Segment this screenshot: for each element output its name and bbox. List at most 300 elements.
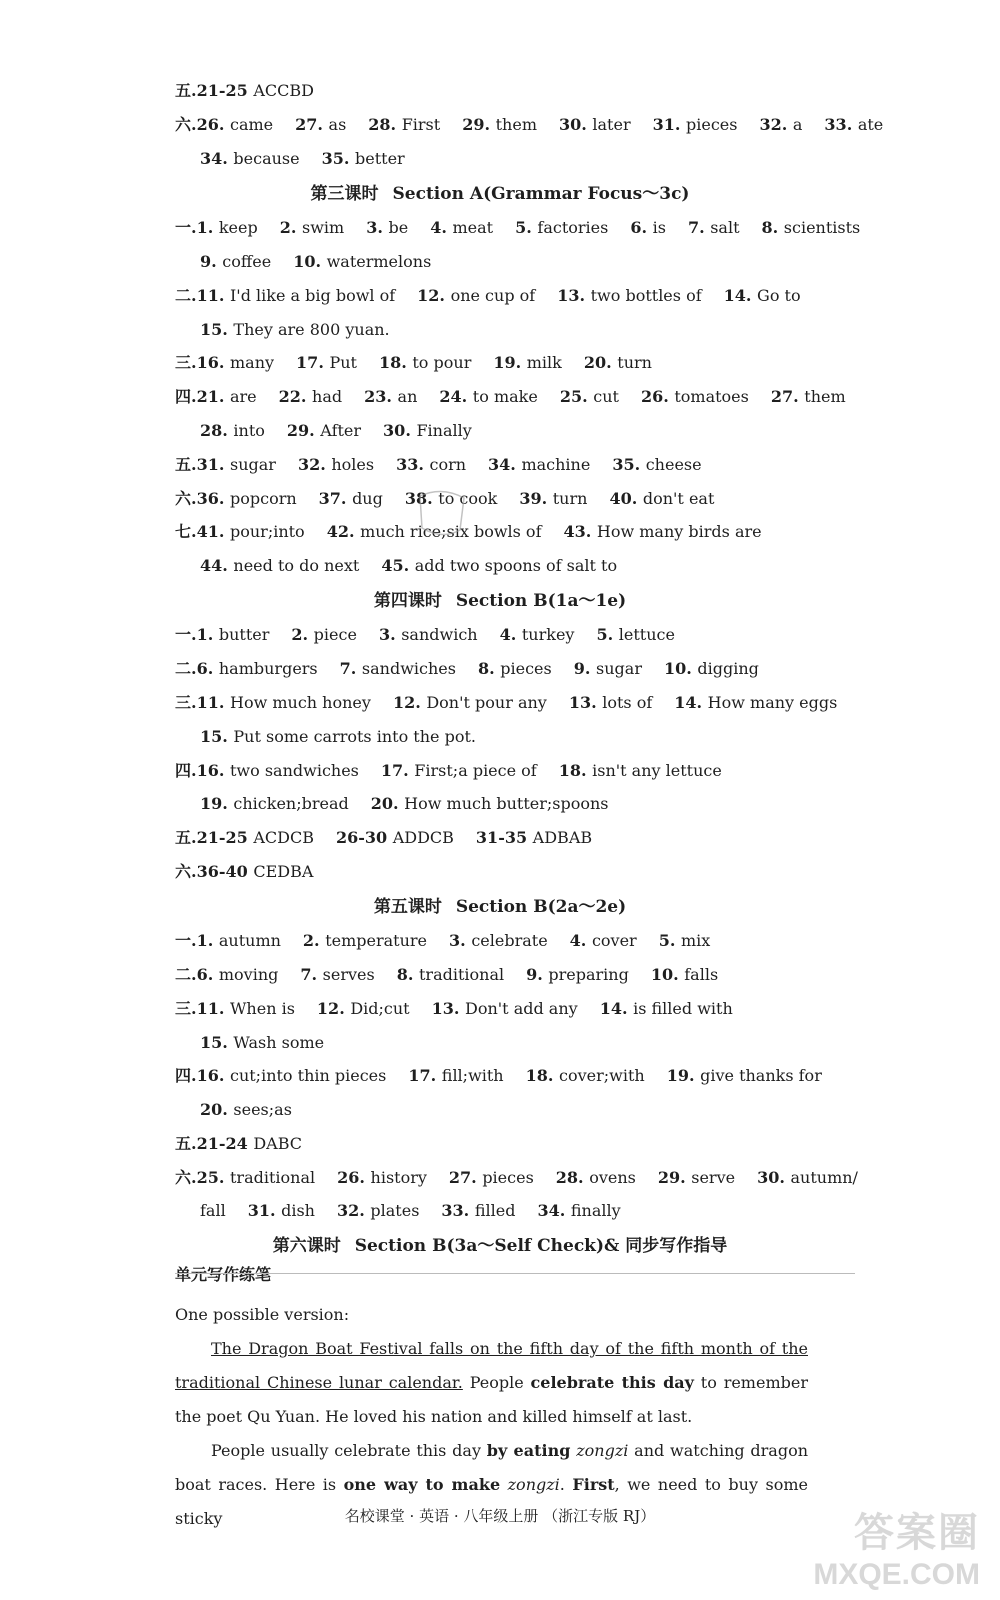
section-marker: 三. xyxy=(175,999,197,1018)
answer-text: serve xyxy=(691,1168,736,1187)
answer-text: tomatoes xyxy=(674,387,749,406)
section-marker: 六. xyxy=(175,862,197,881)
answer-item xyxy=(197,80,314,102)
answer-item xyxy=(449,930,548,952)
answer-line xyxy=(175,624,840,646)
answer-text: to cook xyxy=(438,489,498,508)
question-number: 45. xyxy=(381,556,415,575)
answer-text: How much honey xyxy=(229,693,371,712)
question-number: 22. xyxy=(278,387,313,406)
question-number: 18. xyxy=(558,761,593,780)
question-number: 33. xyxy=(396,455,430,474)
answer-text: came xyxy=(229,115,274,134)
essay-topic-sentence: The Dragon Boat Festival falls on the fifth day of the fifth month of the traditional Chinese lunar calendar. xyxy=(175,1339,808,1392)
answer-item xyxy=(322,148,405,170)
question-number: 6. xyxy=(196,659,219,678)
answer-line xyxy=(200,251,840,273)
answer-item xyxy=(393,692,547,714)
question-number: 24. xyxy=(439,387,473,406)
answer-item xyxy=(432,998,578,1020)
question-number: 11. xyxy=(196,693,230,712)
question-number: 33. xyxy=(824,115,858,134)
answer-text: pieces xyxy=(686,115,738,134)
watermark xyxy=(813,1501,980,1592)
question-number: 31. xyxy=(196,455,230,474)
question-number: 43. xyxy=(563,522,597,541)
question-number: 32. xyxy=(336,1201,371,1220)
answer-item xyxy=(337,1200,419,1222)
answer-text: lots of xyxy=(602,693,653,712)
answer-item xyxy=(287,420,361,442)
question-number: 4. xyxy=(569,931,592,950)
answer-item xyxy=(291,624,357,646)
answer-text: cover;with xyxy=(559,1066,645,1085)
answer-text: ovens xyxy=(589,1168,636,1187)
question-number: 23. xyxy=(364,387,398,406)
section-marker: 六. xyxy=(175,115,197,134)
question-number: 5. xyxy=(596,625,619,644)
answer-text: falls xyxy=(684,965,719,984)
question-number: 16. xyxy=(196,1066,230,1085)
section-marker: 六. xyxy=(175,1168,197,1187)
question-number: 35. xyxy=(612,455,646,474)
answer-item xyxy=(449,1167,534,1189)
answer-line xyxy=(175,454,840,476)
answer-item xyxy=(200,251,271,273)
answer-text: turkey xyxy=(521,625,575,644)
answer-line xyxy=(175,285,840,307)
answer-item xyxy=(248,1200,315,1222)
answer-text: autumn xyxy=(218,931,281,950)
question-number: 37. xyxy=(318,489,353,508)
answer-line xyxy=(175,352,840,374)
faint-stamp xyxy=(412,486,472,540)
answer-line xyxy=(200,148,840,170)
lesson-section: Section B(2a～2e) xyxy=(455,897,627,917)
answer-text: because xyxy=(233,149,300,168)
question-number: 14. xyxy=(723,286,758,305)
question-number: 32. xyxy=(759,115,793,134)
essay-text: , we need to buy some sticky xyxy=(175,1475,809,1528)
section-marker: 六. xyxy=(175,489,197,508)
question-number: 25. xyxy=(196,1168,230,1187)
answer-line xyxy=(175,998,840,1020)
question-number: 40. xyxy=(609,489,643,508)
answer-item xyxy=(300,964,374,986)
answer-text: finally xyxy=(570,1201,621,1220)
answer-item xyxy=(417,285,535,307)
section-marker: 三. xyxy=(175,693,197,712)
section-marker: 五. xyxy=(175,1134,197,1153)
answer-item xyxy=(584,352,652,374)
answer-line xyxy=(200,1200,840,1222)
answer-text: one cup of xyxy=(450,286,536,305)
answer-item xyxy=(197,861,314,883)
answer-item xyxy=(526,964,629,986)
answer-text: traditional xyxy=(418,965,505,984)
answer-item xyxy=(559,760,722,782)
question-number: 42. xyxy=(326,522,361,541)
question-number: 20. xyxy=(200,1100,234,1119)
answer-text: pieces xyxy=(482,1168,534,1187)
answer-item xyxy=(197,1065,387,1087)
question-number: 18. xyxy=(525,1066,560,1085)
answer-item xyxy=(537,1200,620,1222)
answer-item xyxy=(609,488,714,510)
answer-text: After xyxy=(320,421,362,440)
answer-text: How many birds are xyxy=(596,522,762,541)
answer-text: factories xyxy=(537,218,609,237)
section-marker: 五. xyxy=(175,455,197,474)
answer-item xyxy=(462,114,537,136)
answer-item xyxy=(759,114,802,136)
answer-item xyxy=(197,386,257,408)
answer-line xyxy=(200,319,840,341)
answer-item xyxy=(197,114,274,136)
answer-item xyxy=(200,1099,292,1121)
answer-text: isn't any lettuce xyxy=(592,761,722,780)
answer-item xyxy=(336,827,454,849)
answer-line xyxy=(175,80,840,102)
answer-text: be xyxy=(388,218,409,237)
question-number: 35. xyxy=(321,149,356,168)
question-number: 20. xyxy=(583,353,618,372)
answer-item xyxy=(340,658,456,680)
answer-item xyxy=(381,760,537,782)
answer-line xyxy=(175,1167,858,1189)
answer-item xyxy=(303,930,427,952)
answer-item xyxy=(280,217,344,239)
answer-text: Go to xyxy=(757,286,801,305)
essay-paragraph-1 xyxy=(175,1332,808,1434)
answer-item xyxy=(337,1167,427,1189)
answer-item xyxy=(441,1200,515,1222)
answer-item xyxy=(379,624,478,646)
answer-text: keep xyxy=(218,218,258,237)
divider xyxy=(175,1273,855,1274)
answer-text: popcorn xyxy=(229,489,297,508)
question-number: 26-30 xyxy=(335,828,393,847)
answer-text: cheese xyxy=(645,455,702,474)
answer-text: Don't pour any xyxy=(426,693,547,712)
section-marker: 四. xyxy=(175,1066,197,1085)
answer-text: pieces xyxy=(500,659,552,678)
question-number: 8. xyxy=(396,965,419,984)
answer-text: two bottles of xyxy=(590,286,702,305)
answer-text: coffee xyxy=(222,252,272,271)
answer-item xyxy=(200,793,349,815)
answer-item xyxy=(559,114,631,136)
answer-item xyxy=(396,454,466,476)
answer-text: mix xyxy=(680,931,711,950)
answer-item xyxy=(197,827,314,849)
question-number: 5. xyxy=(515,218,538,237)
essay-italic-term: zongzi xyxy=(507,1475,560,1494)
answer-item xyxy=(500,624,575,646)
lesson-number: 第六课时 xyxy=(272,1236,341,1256)
answer-text: ADBAB xyxy=(532,828,593,847)
question-number: 27. xyxy=(448,1168,483,1187)
question-number: 26. xyxy=(337,1168,371,1187)
question-number: 15. xyxy=(200,727,234,746)
answer-text: turn xyxy=(617,353,652,372)
writing-subheading: 单元写作练笔 xyxy=(175,1265,272,1284)
question-number: 26. xyxy=(640,387,675,406)
answer-item xyxy=(364,386,417,408)
answer-item xyxy=(197,285,396,307)
answer-item xyxy=(651,964,718,986)
question-number: 21-25 xyxy=(196,81,254,100)
answer-text: Don't add any xyxy=(465,999,578,1018)
question-number: 12. xyxy=(316,999,351,1018)
question-number: 28. xyxy=(555,1168,590,1187)
question-number: 30. xyxy=(383,421,417,440)
question-number: 1. xyxy=(196,931,219,950)
answer-text: filled xyxy=(474,1201,516,1220)
answer-text: meat xyxy=(452,218,494,237)
answer-item xyxy=(488,454,590,476)
answer-item xyxy=(368,114,440,136)
question-number: 17. xyxy=(296,353,330,372)
answer-text: fill;with xyxy=(441,1066,504,1085)
answer-item xyxy=(200,420,265,442)
answer-item xyxy=(824,114,883,136)
watermark-logo: 答案圈 xyxy=(854,1511,980,1555)
section-marker: 一. xyxy=(175,625,197,644)
question-number: 34. xyxy=(537,1201,571,1220)
answer-line xyxy=(175,217,861,239)
answer-text: celebrate xyxy=(471,931,548,950)
answer-text: dish xyxy=(281,1201,315,1220)
answer-line xyxy=(175,521,840,543)
lesson-section: Section A(Grammar Focus～3c) xyxy=(392,184,690,204)
answer-text: DABC xyxy=(253,1134,303,1153)
answer-item xyxy=(574,658,642,680)
question-number: 26. xyxy=(196,115,230,134)
question-number: 6. xyxy=(630,218,653,237)
question-number: 25. xyxy=(559,387,594,406)
answer-line xyxy=(200,793,840,815)
question-number: 44. xyxy=(200,556,234,575)
answer-item xyxy=(293,251,431,273)
answer-item xyxy=(762,217,861,239)
answer-line xyxy=(200,726,840,748)
answer-line xyxy=(175,1065,840,1087)
question-number: 3. xyxy=(378,625,402,644)
answer-text: piece xyxy=(313,625,357,644)
question-number: 16. xyxy=(196,353,230,372)
answer-text: history xyxy=(370,1168,427,1187)
answer-text: chicken;bread xyxy=(233,794,349,813)
answer-line xyxy=(175,861,840,883)
page-footer: 名校课堂 · 英语 · 八年级上册 （浙江专版 RJ） xyxy=(344,1507,656,1525)
lesson-heading xyxy=(0,895,1000,919)
answer-text: moving xyxy=(218,965,279,984)
answer-text: later xyxy=(592,115,631,134)
answer-item xyxy=(366,217,408,239)
answer-text: How much butter;spoons xyxy=(404,794,609,813)
answer-item xyxy=(659,930,711,952)
answer-item xyxy=(197,624,270,646)
answer-item xyxy=(371,793,609,815)
answer-text: corn xyxy=(429,455,467,474)
answer-text: into xyxy=(233,421,265,440)
answer-text: pour;into xyxy=(229,522,305,541)
answer-item xyxy=(197,760,359,782)
writing-intro: One possible version: xyxy=(175,1305,350,1324)
answer-item xyxy=(200,726,476,748)
essay-key-phrase: celebrate this day xyxy=(530,1373,694,1392)
lesson-number: 第四课时 xyxy=(373,591,442,611)
answer-item xyxy=(515,217,608,239)
answer-item xyxy=(197,998,295,1020)
question-number: 10. xyxy=(293,252,327,271)
question-number: 3. xyxy=(366,218,389,237)
section-marker: 一. xyxy=(175,218,197,237)
essay-text: to remember the poet Qu Yuan. He loved his nation and killed himself at last. xyxy=(175,1373,808,1426)
lesson-section: Section B(3a～Self Check)& 同步写作指导 xyxy=(354,1236,728,1256)
answer-item xyxy=(630,217,666,239)
answer-text: turn xyxy=(552,489,588,508)
answer-item xyxy=(596,624,674,646)
answer-item xyxy=(688,217,740,239)
lesson-heading xyxy=(0,589,1000,613)
question-number: 21-24 xyxy=(196,1134,254,1153)
answer-text: Wash some xyxy=(233,1033,325,1052)
answer-item xyxy=(197,521,305,543)
answer-line xyxy=(200,1032,840,1054)
answer-text: give thanks for xyxy=(700,1066,822,1085)
question-number: 12. xyxy=(417,286,451,305)
answer-text: I'd like a big bowl of xyxy=(229,286,396,305)
answer-text: ate xyxy=(857,115,884,134)
essay-text: People xyxy=(462,1373,531,1392)
answer-text: First;a piece of xyxy=(414,761,537,780)
question-number: 41. xyxy=(196,522,230,541)
answer-text: holes xyxy=(331,455,375,474)
question-number: 36-40 xyxy=(196,862,254,881)
answer-item xyxy=(200,555,359,577)
question-number: 34. xyxy=(488,455,522,474)
essay-text: People usually celebrate this day xyxy=(211,1441,487,1460)
question-number: 5. xyxy=(658,931,681,950)
answer-item xyxy=(478,658,552,680)
question-number: 27. xyxy=(295,115,329,134)
answer-text: traditional xyxy=(229,1168,316,1187)
answer-text: fall xyxy=(200,1201,226,1220)
answer-text: sees;as xyxy=(233,1100,292,1119)
question-number: 1. xyxy=(196,625,219,644)
answer-item xyxy=(397,964,504,986)
question-number: 13. xyxy=(557,286,591,305)
question-number: 29. xyxy=(657,1168,692,1187)
answer-text: cut;into thin pieces xyxy=(229,1066,387,1085)
question-number: 7. xyxy=(339,659,362,678)
answer-text: ACCBD xyxy=(253,81,314,100)
section-marker: 二. xyxy=(175,659,197,678)
question-number: 11. xyxy=(196,286,230,305)
answer-item xyxy=(439,386,537,408)
answer-text: Did;cut xyxy=(350,999,410,1018)
answer-text: is filled with xyxy=(633,999,733,1018)
answer-item xyxy=(560,386,619,408)
section-marker: 四. xyxy=(175,761,197,780)
question-number: 14. xyxy=(599,999,634,1018)
answer-text: First xyxy=(401,115,441,134)
answer-item xyxy=(569,692,652,714)
answer-line xyxy=(175,1133,840,1155)
question-number: 4. xyxy=(499,625,522,644)
answer-line xyxy=(175,114,884,136)
answer-item xyxy=(600,998,733,1020)
answer-item xyxy=(197,454,276,476)
answer-item xyxy=(197,658,318,680)
answer-item xyxy=(430,217,493,239)
answer-text: many xyxy=(229,353,275,372)
answer-text: don't eat xyxy=(642,489,715,508)
answer-item xyxy=(658,1167,735,1189)
answer-line xyxy=(175,692,840,714)
question-number: 9. xyxy=(573,659,597,678)
answer-text: ADDCB xyxy=(392,828,454,847)
answer-text: dug xyxy=(352,489,383,508)
watermark-url: MXQE.COM xyxy=(813,1558,980,1591)
answer-item xyxy=(197,1167,316,1189)
answer-item xyxy=(298,454,374,476)
question-number: 31. xyxy=(652,115,686,134)
question-number: 10. xyxy=(650,965,685,984)
answer-item xyxy=(200,1200,226,1222)
question-number: 30. xyxy=(558,115,593,134)
answer-item xyxy=(664,658,759,680)
essay-key-phrase: by eating xyxy=(486,1441,571,1460)
answer-line xyxy=(200,420,840,442)
answer-text: milk xyxy=(526,353,562,372)
question-number: 34. xyxy=(200,149,234,168)
answer-item xyxy=(197,964,279,986)
section-marker: 五. xyxy=(175,828,197,847)
answer-item xyxy=(757,1167,858,1189)
answer-item xyxy=(197,488,297,510)
answer-text: cut xyxy=(593,387,619,406)
answer-text: machine xyxy=(521,455,591,474)
question-number: 17. xyxy=(408,1066,442,1085)
answer-text: is xyxy=(652,218,666,237)
answer-item xyxy=(383,420,472,442)
answer-text: Put some carrots into the pot. xyxy=(233,727,476,746)
question-number: 4. xyxy=(430,218,453,237)
answer-item xyxy=(319,488,383,510)
answer-item xyxy=(200,1032,324,1054)
question-number: 33. xyxy=(441,1201,475,1220)
question-number: 2. xyxy=(302,931,326,950)
question-number: 29. xyxy=(286,421,321,440)
answer-item xyxy=(200,319,390,341)
question-number: 8. xyxy=(477,659,501,678)
question-number: 15. xyxy=(200,1033,234,1052)
answer-item xyxy=(612,454,701,476)
answer-item xyxy=(570,930,637,952)
answer-text: as xyxy=(328,115,347,134)
answer-line xyxy=(175,760,840,782)
lesson-number: 第三课时 xyxy=(310,184,379,204)
answer-item xyxy=(641,386,749,408)
question-number: 32. xyxy=(297,455,332,474)
question-number: 2. xyxy=(291,625,314,644)
question-number: 16. xyxy=(196,761,230,780)
answer-text: to make xyxy=(472,387,538,406)
answer-text: sandwiches xyxy=(361,659,456,678)
